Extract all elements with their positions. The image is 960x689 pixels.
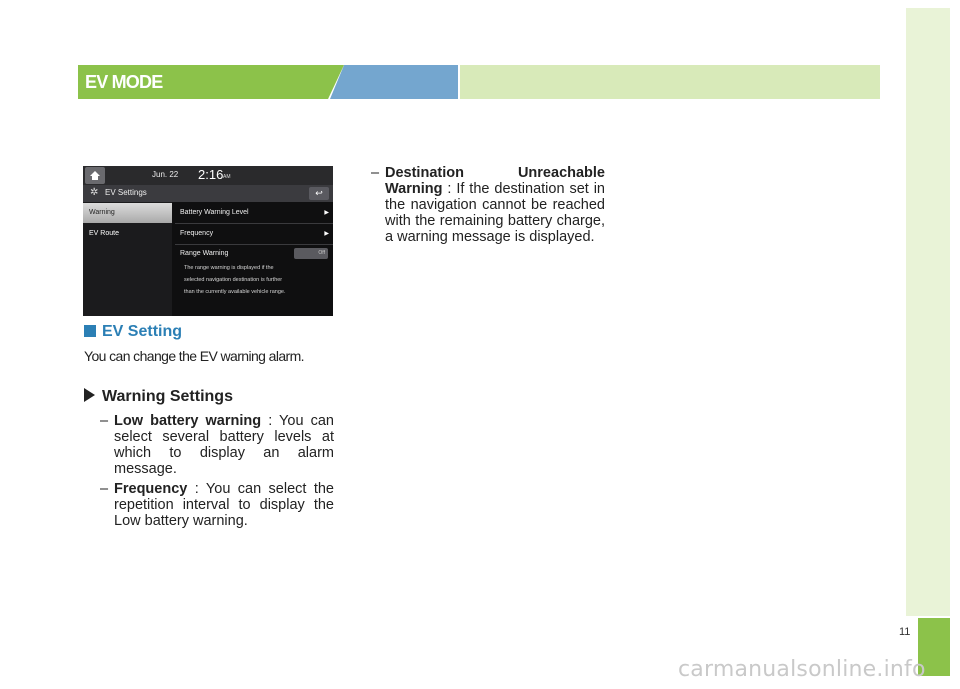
screen-description-line: The range warning is displayed if the — [184, 265, 274, 271]
page-number: 11 — [899, 626, 911, 638]
list-dash: – — [371, 165, 380, 181]
screen-ampm: AM — [223, 174, 231, 180]
list-item-term: Frequency — [114, 481, 188, 497]
screen-description-line: selected navigation destination is further — [184, 277, 283, 283]
screen-menu-ev-route: EV Route — [89, 230, 119, 237]
watermark: carmanualsonline.info — [678, 657, 926, 682]
triangle-right-icon — [84, 388, 95, 402]
screen-title-bar — [83, 185, 333, 202]
section-intro: You can change the EV warning alarm. — [84, 348, 304, 364]
screen-date: Jun. 22 — [152, 170, 179, 179]
list-item — [100, 413, 334, 477]
ev-settings-screenshot — [83, 166, 333, 316]
screen-item-battery-warning-level — [175, 203, 333, 224]
subsection-heading-text: Warning Settings — [102, 388, 233, 405]
side-strip — [906, 8, 950, 616]
square-bullet-icon — [84, 325, 96, 337]
screen-description-line: than the currently available vehicle range. — [184, 289, 286, 295]
screen-title: EV Settings — [105, 188, 147, 197]
list-dash: – — [100, 481, 109, 497]
screen-time: 2:16 — [198, 167, 224, 182]
section-header — [78, 65, 880, 99]
screen-item-frequency — [175, 224, 333, 245]
list-item — [100, 481, 334, 529]
list-item — [371, 165, 605, 245]
list-item-term: Low battery warning — [114, 413, 262, 429]
list-item-term: Destination Unreachable Warning — [385, 165, 605, 197]
list-dash: – — [100, 413, 109, 429]
list-item-text: : You can select several battery levels at which to display an alarm message. — [114, 413, 334, 477]
header-light-segment — [460, 65, 880, 99]
screen-status-bar — [83, 166, 333, 185]
section-heading — [84, 323, 182, 341]
list-item-text: : If the destination set in the navigation cannot be reached with the remaining battery charge, a warning message is displayed. — [385, 181, 605, 245]
header-blue-segment — [330, 65, 458, 99]
screen-item-label: Frequency — [180, 230, 214, 237]
chevron-right-icon: ▶ — [324, 210, 329, 216]
subsection-heading — [84, 388, 233, 406]
range-warning-toggle: Off — [294, 248, 328, 259]
section-heading-text: EV Setting — [102, 323, 183, 340]
home-icon — [85, 167, 105, 184]
back-icon: ↩ — [309, 187, 329, 200]
gear-icon: ✲ — [90, 187, 99, 198]
chevron-right-icon: ▶ — [324, 231, 329, 237]
screen-menu-warning: Warning — [83, 203, 172, 223]
screen-item-label: Battery Warning Level — [180, 209, 249, 216]
header-title: EV MODE — [85, 72, 163, 92]
list-item-text: : You can select the repetition interval to display the Low battery warning. — [114, 481, 334, 529]
screen-item-label: Range Warning — [180, 250, 229, 257]
